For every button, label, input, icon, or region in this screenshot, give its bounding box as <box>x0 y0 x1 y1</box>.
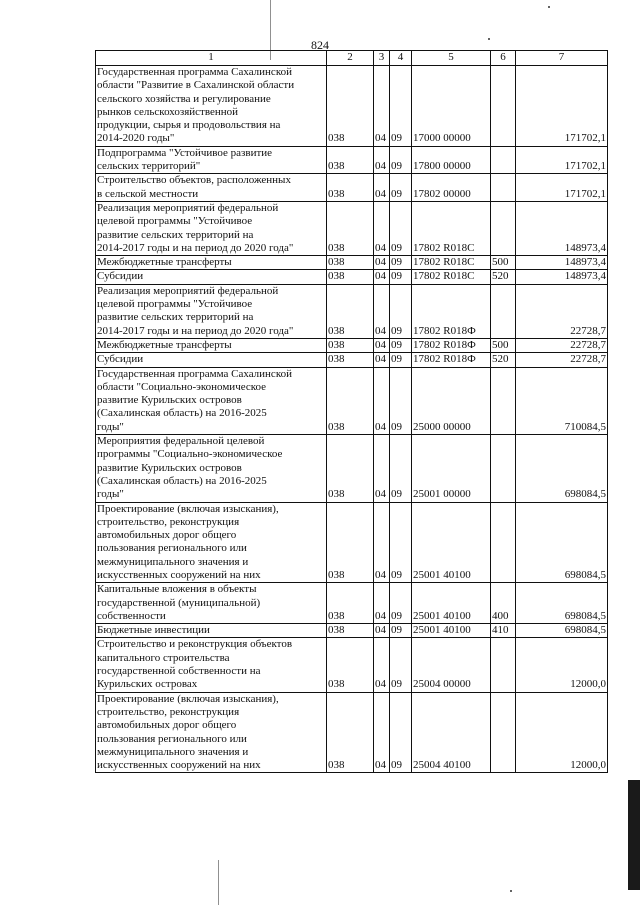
header-row <box>96 51 608 66</box>
row-code-ministry: 038 <box>327 692 374 773</box>
row-name <box>96 256 327 270</box>
row-name-line: 2014-2017 годы и на период до 2020 года" <box>97 324 294 337</box>
header-cell-1: 1 <box>96 51 327 66</box>
header-cell-7: 7 <box>516 51 608 66</box>
row-code-target: 25001 40100 <box>412 624 491 638</box>
row-name-line: Реализация мероприятий федеральной <box>97 201 279 214</box>
row-code-target: 25001 00000 <box>412 435 491 502</box>
row-code-section: 04 <box>374 692 390 773</box>
row-name <box>96 338 327 352</box>
row-code-target: 17802 R018C <box>412 256 491 270</box>
row-name-line: области "Социально-экономическое <box>97 380 267 393</box>
row-name-line: пользования регионального или <box>97 542 247 555</box>
row-code-ministry: 038 <box>327 367 374 434</box>
table-row <box>96 66 608 147</box>
row-amount: 698084,5 <box>516 583 608 624</box>
row-amount: 22728,7 <box>516 353 608 367</box>
row-name-line: государственной собственности на <box>97 665 261 678</box>
row-code-target: 25001 40100 <box>412 502 491 583</box>
row-name-line: Бюджетные инвестиции <box>97 624 210 637</box>
row-code-subsection: 09 <box>390 502 412 583</box>
table-row <box>96 624 608 638</box>
table-body <box>96 51 608 773</box>
row-code-section: 04 <box>374 201 390 255</box>
row-amount: 698084,5 <box>516 624 608 638</box>
table-row <box>96 201 608 255</box>
row-name <box>96 583 327 624</box>
row-code-target: 17802 R018C <box>412 201 491 255</box>
header-cell-5: 5 <box>412 51 491 66</box>
row-amount: 22728,7 <box>516 284 608 338</box>
row-amount: 698084,5 <box>516 502 608 583</box>
row-name-line: Государственная программа Сахалинской <box>97 367 292 380</box>
row-code-subsection: 09 <box>390 338 412 352</box>
row-name <box>96 624 327 638</box>
row-name-line: Подпрограмма "Устойчивое развитие <box>97 146 273 159</box>
row-code-ministry: 038 <box>327 353 374 367</box>
row-name-line: автомобильных дорог общего <box>97 719 237 732</box>
row-code-target: 17802 R018Ф <box>412 338 491 352</box>
row-code-section: 04 <box>374 583 390 624</box>
row-code-section: 04 <box>374 146 390 174</box>
row-name-line: Проектирование (включая изыскания), <box>97 692 279 705</box>
row-name-line: собственности <box>97 609 166 622</box>
row-code-target: 25004 00000 <box>412 638 491 692</box>
scan-speck <box>510 890 512 892</box>
row-name <box>96 692 327 773</box>
row-code-subsection: 09 <box>390 201 412 255</box>
row-name-line: сельского хозяйства и регулирование <box>97 92 271 105</box>
row-code-expense-type <box>491 66 516 147</box>
row-name <box>96 201 327 255</box>
row-name-line: программы "Социально-экономическое <box>97 448 283 461</box>
row-code-target: 17000 00000 <box>412 66 491 147</box>
table-row <box>96 256 608 270</box>
row-amount: 12000,0 <box>516 638 608 692</box>
row-amount: 698084,5 <box>516 435 608 502</box>
header-cell-4: 4 <box>390 51 412 66</box>
row-code-target: 17800 00000 <box>412 146 491 174</box>
row-code-subsection: 09 <box>390 174 412 202</box>
row-amount: 148973,4 <box>516 256 608 270</box>
row-code-ministry: 038 <box>327 66 374 147</box>
row-name-line: развитие сельских территорий на <box>97 228 254 241</box>
row-code-target: 17802 R018Ф <box>412 284 491 338</box>
row-code-subsection: 09 <box>390 256 412 270</box>
row-name-line: (Сахалинская область) на 2016-2025 <box>97 407 267 420</box>
row-code-ministry: 038 <box>327 146 374 174</box>
row-code-expense-type: 410 <box>491 624 516 638</box>
row-name <box>96 284 327 338</box>
row-name-line: Капитальные вложения в объекты <box>97 583 257 596</box>
header-cell-3: 3 <box>374 51 390 66</box>
row-code-ministry: 038 <box>327 435 374 502</box>
row-name-line: Мероприятия федеральной целевой <box>97 435 265 448</box>
row-amount: 171702,1 <box>516 174 608 202</box>
row-name <box>96 367 327 434</box>
page-number: 824 <box>311 38 329 52</box>
row-amount: 710084,5 <box>516 367 608 434</box>
row-code-ministry: 038 <box>327 174 374 202</box>
row-code-target: 17802 00000 <box>412 174 491 202</box>
scan-artifact-line <box>270 0 271 60</box>
row-amount: 22728,7 <box>516 338 608 352</box>
row-name-line: рынков сельскохозяйственной <box>97 105 239 118</box>
row-name-line: Строительство объектов, расположенных <box>97 174 291 187</box>
row-code-subsection: 09 <box>390 66 412 147</box>
row-name-line: целевой программы "Устойчивое <box>97 215 253 228</box>
row-name-line: развитие Курильских островов <box>97 394 242 407</box>
row-code-section: 04 <box>374 284 390 338</box>
row-code-section: 04 <box>374 502 390 583</box>
row-code-subsection: 09 <box>390 624 412 638</box>
table-row <box>96 284 608 338</box>
row-code-ministry: 038 <box>327 638 374 692</box>
row-code-expense-type: 520 <box>491 270 516 284</box>
row-name <box>96 66 327 147</box>
row-code-section: 04 <box>374 66 390 147</box>
scan-artifact-line <box>218 860 219 905</box>
row-name-line: в сельской местности <box>97 187 199 200</box>
row-name-line: автомобильных дорог общего <box>97 529 237 542</box>
row-name-line: строительство, реконструкция <box>97 705 240 718</box>
header-cell-2: 2 <box>327 51 374 66</box>
row-code-subsection: 09 <box>390 435 412 502</box>
row-name <box>96 146 327 174</box>
row-name-line: развитие Курильских островов <box>97 461 242 474</box>
budget-table <box>95 50 608 773</box>
row-name-line: Строительство и реконструкция объектов <box>97 638 293 651</box>
row-code-expense-type <box>491 435 516 502</box>
row-code-section: 04 <box>374 435 390 502</box>
row-code-expense-type <box>491 692 516 773</box>
row-name-line: сельских территорий" <box>97 160 201 173</box>
row-code-target: 25004 40100 <box>412 692 491 773</box>
row-name-line: Субсидии <box>97 270 144 283</box>
row-name-line: Межбюджетные трансферты <box>97 338 232 351</box>
row-code-expense-type <box>491 174 516 202</box>
scan-speck <box>488 38 490 40</box>
row-name-line: межмуниципального значения и <box>97 555 249 568</box>
row-name-line: капитального строительства <box>97 651 230 664</box>
row-name-line: Реализация мероприятий федеральной <box>97 284 279 297</box>
row-amount: 171702,1 <box>516 146 608 174</box>
row-code-expense-type <box>491 367 516 434</box>
row-name <box>96 638 327 692</box>
row-name-line: межмуниципального значения и <box>97 745 249 758</box>
row-code-expense-type: 520 <box>491 353 516 367</box>
row-code-subsection: 09 <box>390 270 412 284</box>
row-code-target: 25000 00000 <box>412 367 491 434</box>
row-code-target: 25001 40100 <box>412 583 491 624</box>
row-code-expense-type <box>491 502 516 583</box>
row-code-section: 04 <box>374 353 390 367</box>
row-code-ministry: 038 <box>327 624 374 638</box>
row-code-subsection: 09 <box>390 638 412 692</box>
row-code-section: 04 <box>374 638 390 692</box>
row-code-section: 04 <box>374 256 390 270</box>
table-row <box>96 367 608 434</box>
table-row <box>96 270 608 284</box>
table-row <box>96 583 608 624</box>
row-name <box>96 270 327 284</box>
row-name-line: пользования регионального или <box>97 732 247 745</box>
row-amount: 148973,4 <box>516 270 608 284</box>
row-code-subsection: 09 <box>390 284 412 338</box>
table-row <box>96 338 608 352</box>
row-code-ministry: 038 <box>327 201 374 255</box>
row-code-expense-type <box>491 201 516 255</box>
row-name-line: Субсидии <box>97 353 144 366</box>
table-row <box>96 146 608 174</box>
row-name <box>96 435 327 502</box>
table-row <box>96 638 608 692</box>
row-name-line: целевой программы "Устойчивое <box>97 298 253 311</box>
scan-artifact-edge <box>628 780 640 890</box>
row-name-line: строительство, реконструкция <box>97 515 240 528</box>
row-name-line: государственной (муниципальной) <box>97 596 261 609</box>
row-name-line: 2014-2017 годы и на период до 2020 года" <box>97 241 294 254</box>
row-name-line: Государственная программа Сахалинской <box>97 66 292 78</box>
row-code-expense-type: 500 <box>491 256 516 270</box>
row-name-line: Проектирование (включая изыскания), <box>97 502 279 515</box>
row-code-ministry: 038 <box>327 502 374 583</box>
row-name-line: Межбюджетные трансферты <box>97 256 232 269</box>
row-code-expense-type <box>491 638 516 692</box>
row-name <box>96 174 327 202</box>
row-name-line: 2014-2020 годы" <box>97 132 175 145</box>
row-name-line: искусственных сооружений на них <box>97 759 261 772</box>
row-code-section: 04 <box>374 624 390 638</box>
row-code-subsection: 09 <box>390 353 412 367</box>
header-cell-6: 6 <box>491 51 516 66</box>
row-code-subsection: 09 <box>390 583 412 624</box>
row-name <box>96 353 327 367</box>
table-row <box>96 174 608 202</box>
row-code-target: 17802 R018C <box>412 270 491 284</box>
row-code-section: 04 <box>374 174 390 202</box>
row-name-line: (Сахалинская область) на 2016-2025 <box>97 474 267 487</box>
row-name-line: годы" <box>97 420 124 433</box>
row-name-line: области "Развитие в Сахалинской области <box>97 79 295 92</box>
scan-speck <box>548 6 550 8</box>
row-code-subsection: 09 <box>390 367 412 434</box>
row-code-expense-type <box>491 284 516 338</box>
row-code-subsection: 09 <box>390 146 412 174</box>
row-code-ministry: 038 <box>327 338 374 352</box>
row-name <box>96 502 327 583</box>
row-code-section: 04 <box>374 338 390 352</box>
row-code-target: 17802 R018Ф <box>412 353 491 367</box>
row-name-line: продукции, сырья и продовольствия на <box>97 119 281 132</box>
row-code-ministry: 038 <box>327 256 374 270</box>
row-code-subsection: 09 <box>390 692 412 773</box>
row-code-ministry: 038 <box>327 270 374 284</box>
row-code-section: 04 <box>374 367 390 434</box>
row-name-line: годы" <box>97 488 124 501</box>
row-code-expense-type: 500 <box>491 338 516 352</box>
table-row <box>96 435 608 502</box>
row-code-expense-type <box>491 146 516 174</box>
row-amount: 12000,0 <box>516 692 608 773</box>
table-row <box>96 502 608 583</box>
table-row <box>96 692 608 773</box>
row-code-ministry: 038 <box>327 284 374 338</box>
row-amount: 171702,1 <box>516 66 608 147</box>
row-name-line: Курильских островах <box>97 678 198 691</box>
row-code-expense-type: 400 <box>491 583 516 624</box>
row-code-ministry: 038 <box>327 583 374 624</box>
row-name-line: развитие сельских территорий на <box>97 311 254 324</box>
row-code-section: 04 <box>374 270 390 284</box>
table-row <box>96 353 608 367</box>
row-name-line: искусственных сооружений на них <box>97 568 261 581</box>
row-amount: 148973,4 <box>516 201 608 255</box>
